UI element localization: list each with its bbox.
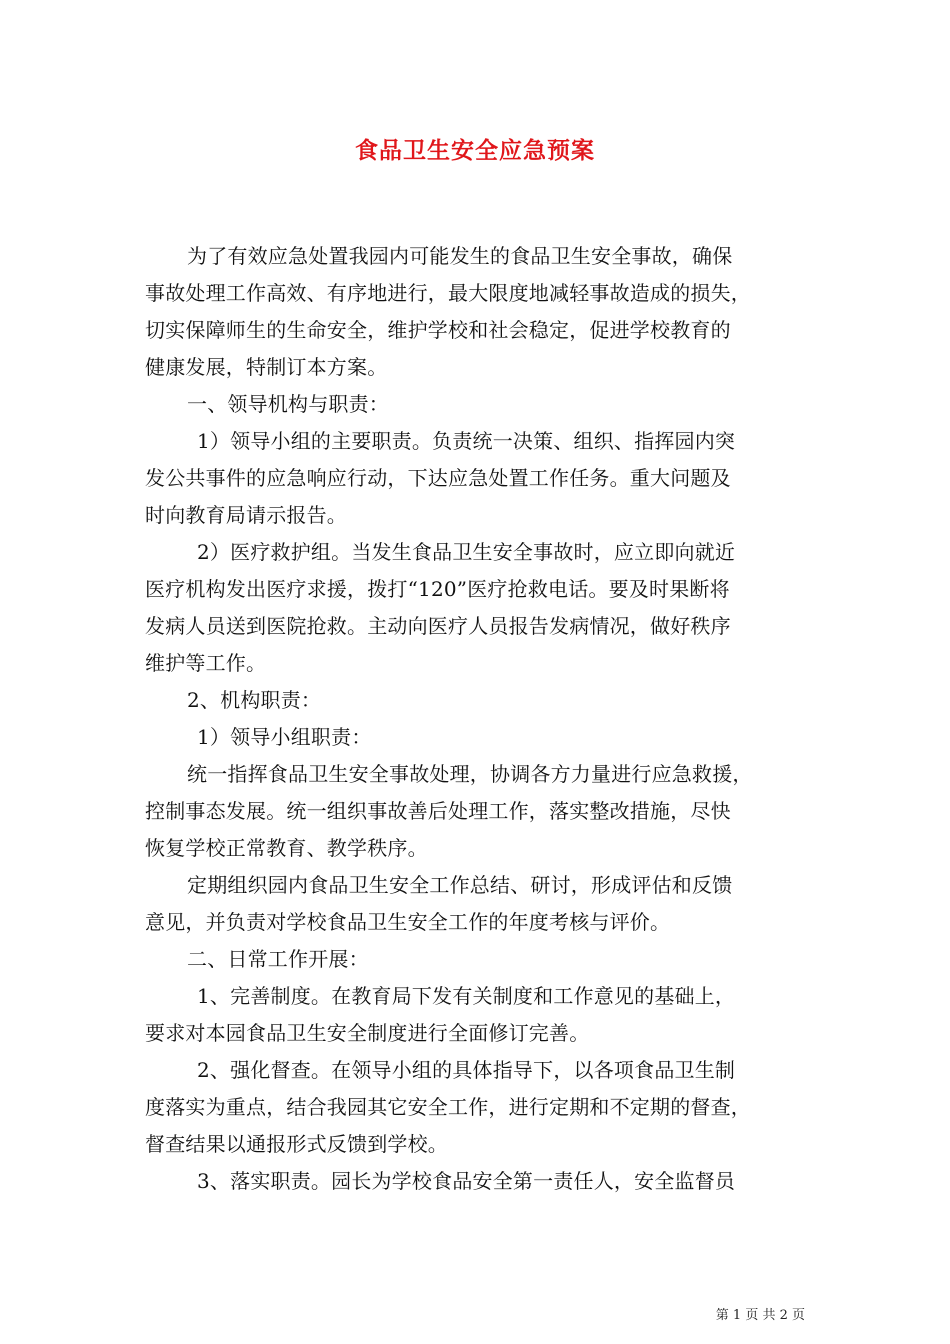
document-body	[145, 238, 810, 1200]
paragraph-line: 意见，并负责对学校食品卫生安全工作的年度考核与评价。	[145, 910, 671, 934]
paragraph-line: 统一指挥食品卫生安全事故处理，协调各方力量进行应急救援，	[187, 762, 753, 786]
paragraph-line: 健康发展，特制订本方案。	[145, 355, 388, 379]
paragraph-line: 度落实为重点，结合我园其它安全工作，进行定期和不定期的督查，	[145, 1095, 751, 1119]
paragraph-line: 为了有效应急处置我园内可能发生的食品卫生安全事故，确保	[187, 244, 733, 268]
page-number: 第 1 页 共 2 页	[715, 1308, 805, 1323]
section-heading: 2、机构职责：	[187, 688, 322, 712]
paragraph-line: 发公共事件的应急响应行动，下达应急处置工作任务。重大问题及	[145, 466, 731, 490]
paragraph-line: 定期组织园内食品卫生安全工作总结、研讨，形成评估和反馈	[187, 873, 733, 897]
paragraph-line: 1、完善制度。在教育局下发有关制度和工作意见的基础上，	[197, 984, 736, 1008]
paragraph-line: 事故处理工作高效、有序地进行，最大限度地减轻事故造成的损失，	[145, 281, 751, 305]
paragraph-line: 1）领导小组的主要职责。负责统一决策、组织、指挥园内突	[197, 429, 736, 453]
paragraph-line: 时向教育局请示报告。	[145, 503, 347, 527]
paragraph-line: 2）医疗救护组。当发生食品卫生安全事故时，应立即向就近	[197, 540, 736, 564]
paragraph-line: 要求对本园食品卫生安全制度进行全面修订完善。	[145, 1021, 590, 1045]
paragraph-line: 发病人员送到医院抢救。主动向医疗人员报告发病情况，做好秩序	[145, 614, 731, 638]
paragraph-line: 恢复学校正常教育、教学秩序。	[145, 836, 428, 860]
document-title: 食品卫生安全应急预案	[355, 137, 595, 164]
paragraph-line: 督查结果以通报形式反馈到学校。	[145, 1132, 448, 1156]
paragraph-line: 3、落实职责。园长为学校食品安全第一责任人，安全监督员	[197, 1169, 736, 1193]
section-heading: 二、日常工作开展：	[187, 947, 369, 971]
section-heading: 一、领导机构与职责：	[187, 392, 389, 416]
paragraph-line: 医疗机构发出医疗求援，拨打“120”医疗抢救电话。要及时果断将	[145, 577, 730, 601]
subsection-heading: 1）领导小组职责：	[197, 725, 372, 749]
paragraph-line: 维护等工作。	[145, 651, 267, 675]
paragraph-line: 2、强化督查。在领导小组的具体指导下，以各项食品卫生制	[197, 1058, 736, 1082]
paragraph-line: 切实保障师生的生命安全，维护学校和社会稳定，促进学校教育的	[145, 318, 731, 342]
paragraph-line: 控制事态发展。统一组织事故善后处理工作，落实整改措施，尽快	[145, 799, 731, 823]
